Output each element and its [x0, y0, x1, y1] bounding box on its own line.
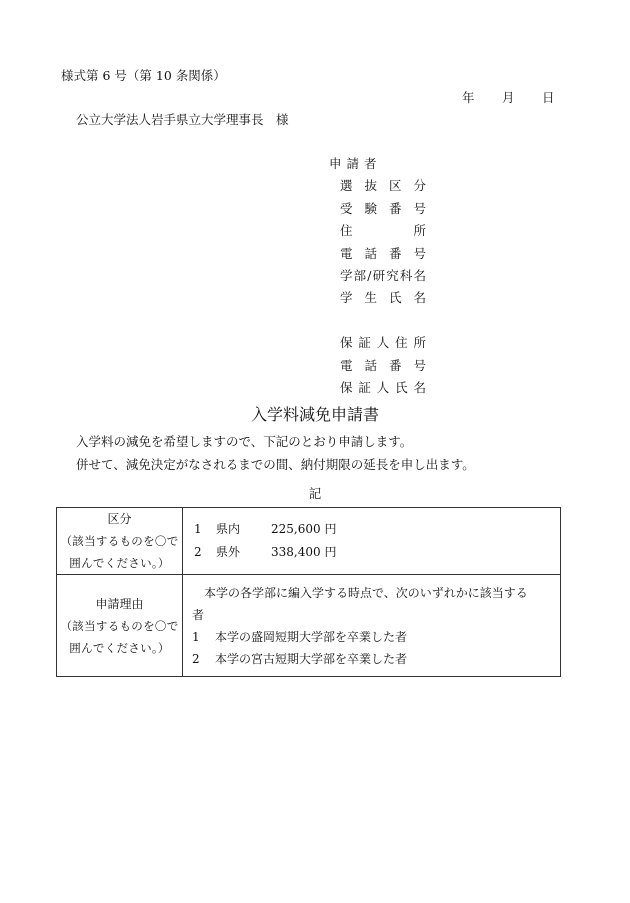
category-label-cell — [57, 508, 183, 575]
option-number: 2 — [192, 651, 200, 666]
intro-line-2: 併せて、減免決定がなされるまでの間、納付期限の延長を申し出ます。 — [76, 457, 475, 472]
category-option-2[interactable] — [194, 541, 560, 564]
form-number: 様式第 6 号（第 10 条関係） — [61, 68, 226, 83]
applicant-heading: 申請者 — [329, 156, 382, 171]
option-prefecture: 県外 — [216, 545, 241, 559]
date-month: 月 — [502, 90, 515, 105]
field-guarantor-address: 保証人住所 — [340, 335, 426, 350]
reason-lead-2: 者 — [192, 607, 205, 622]
field-exam-number: 受験番号 — [340, 201, 426, 216]
option-text: 本学の宮古短期大学部を卒業した者 — [215, 651, 408, 666]
date-line — [462, 88, 555, 106]
ki-marker: 記 — [308, 486, 322, 501]
option-prefecture: 県内 — [216, 522, 241, 536]
option-amount: 225,600 円 — [271, 522, 337, 536]
reason-lead-1: 本学の各学部に編入学する時点で、次のいずれかに該当する — [204, 585, 528, 600]
date-year: 年 — [462, 90, 475, 105]
category-options-cell — [183, 508, 561, 575]
category-instruction-1: （該当するものを〇で — [60, 534, 179, 548]
field-faculty: 学部/研究科名 — [340, 268, 426, 283]
option-number: 1 — [192, 629, 200, 644]
field-guarantor-name: 保証人氏名 — [340, 380, 426, 395]
document-title: 入学料減免申請書 — [250, 405, 379, 424]
field-student-name: 学生氏名 — [340, 290, 426, 305]
table-row — [57, 575, 561, 677]
reason-option-1[interactable] — [192, 626, 552, 648]
addressee: 公立大学法人岩手県立大学理事長 様 — [76, 112, 289, 127]
reason-option-2[interactable] — [192, 648, 552, 670]
field-address: 住所 — [340, 223, 426, 238]
option-text: 本学の盛岡短期大学部を卒業した者 — [215, 629, 408, 644]
reason-label: 申請理由 — [95, 596, 144, 611]
field-guarantor-phone: 電話番号 — [340, 358, 426, 373]
category-label: 区分 — [107, 512, 132, 526]
field-selection-category: 選抜区分 — [340, 178, 426, 193]
reason-options-cell — [183, 575, 561, 677]
date-day: 日 — [542, 90, 555, 105]
field-phone: 電話番号 — [340, 246, 426, 261]
reason-label-cell — [57, 575, 183, 677]
option-amount: 338,400 円 — [271, 545, 337, 559]
option-number: 2 — [194, 545, 202, 559]
reason-instruction-1: （該当するものを〇で — [60, 618, 179, 633]
application-table — [56, 507, 561, 677]
table-row — [57, 508, 561, 575]
intro-line-1: 入学料の減免を希望しますので、下記のとおり申請します。 — [76, 434, 413, 449]
reason-instruction-2: 囲んでください。） — [69, 640, 170, 655]
category-option-1[interactable] — [194, 518, 560, 541]
option-number: 1 — [194, 522, 202, 536]
category-instruction-2: 囲んでください。） — [69, 556, 170, 570]
